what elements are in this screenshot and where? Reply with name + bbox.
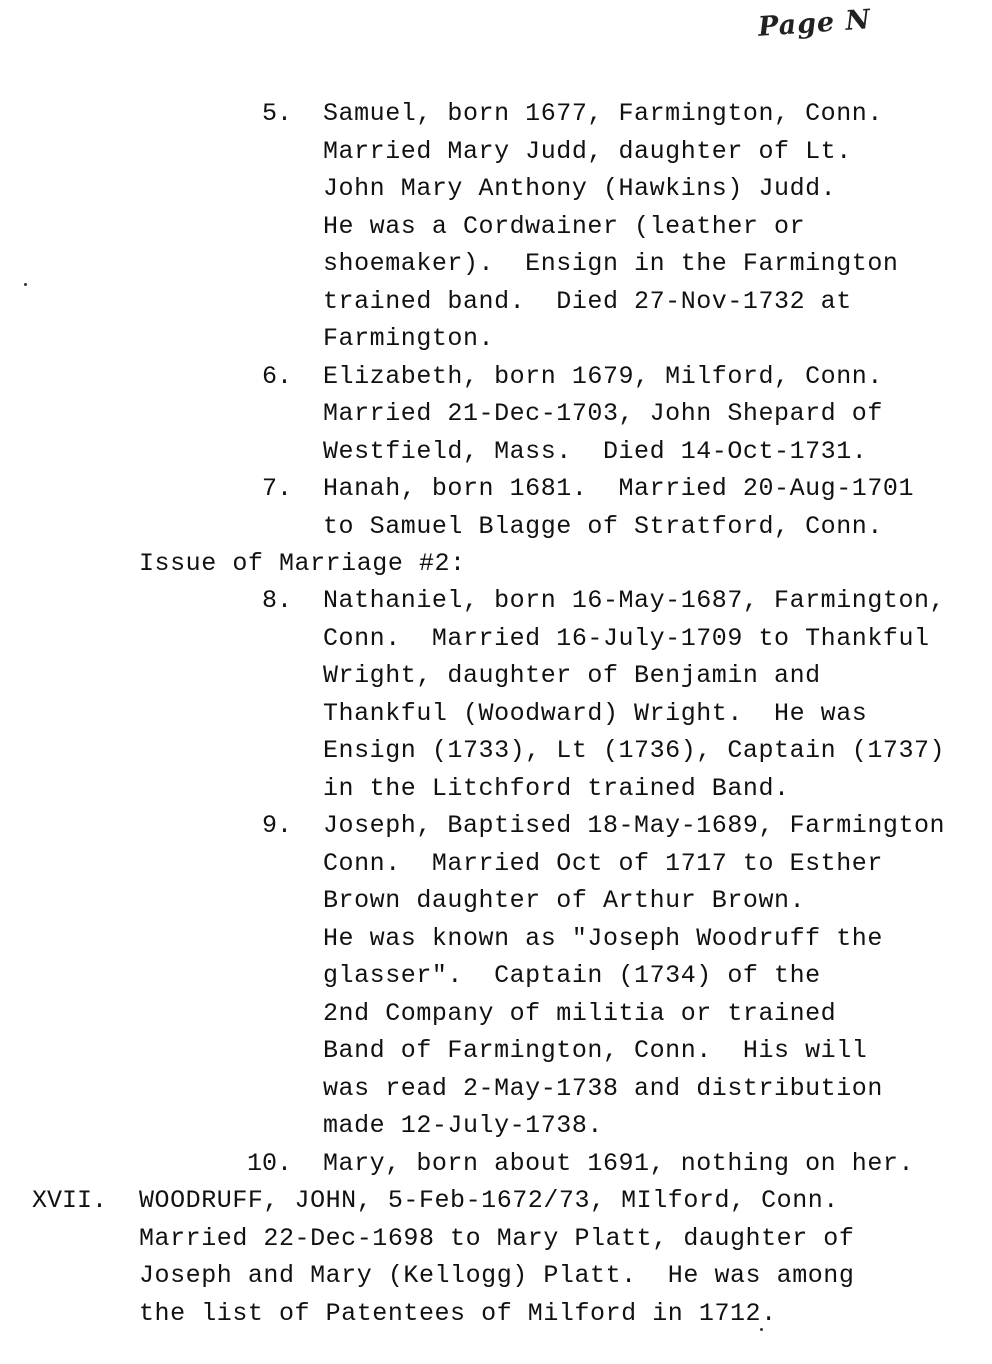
child-entry-line: Ensign (1733), Lt (1736), Captain (1737) <box>323 736 946 765</box>
child-entry-line: 2nd Company of militia or trained <box>323 999 837 1028</box>
generation-entry-line: Married 22-Dec-1698 to Mary Platt, daughter of <box>139 1224 855 1253</box>
child-entry-line: Mary, born about 1691, nothing on her. <box>323 1149 914 1178</box>
child-number: 8. <box>262 586 293 615</box>
child-entry-line: was read 2-May-1738 and distribution <box>323 1074 883 1103</box>
child-entry-line: Elizabeth, born 1679, Milford, Conn. <box>323 362 883 391</box>
child-entry-line: Samuel, born 1677, Farmington, Conn. <box>323 99 883 128</box>
child-entry-line: in the Litchford trained Band. <box>323 774 790 803</box>
child-entry-line: He was a Cordwainer (leather or <box>323 212 806 241</box>
child-entry-line: Wright, daughter of Benjamin and <box>323 661 821 690</box>
scan-speck <box>760 1328 763 1331</box>
child-entry-line: shoemaker). Ensign in the Farmington <box>323 249 899 278</box>
child-entry-line: to Samuel Blagge of Stratford, Conn. <box>323 512 883 541</box>
child-entry-line: Thankful (Woodward) Wright. He was <box>323 699 868 728</box>
generation-entry-line: the list of Patentees of Milford in 1712. <box>139 1299 777 1328</box>
child-number: 5. <box>262 99 293 128</box>
generation-entry-line: Joseph and Mary (Kellogg) Platt. He was among <box>139 1261 855 1290</box>
child-entry-line: made 12-July-1738. <box>323 1111 603 1140</box>
child-entry-line: Brown daughter of Arthur Brown. <box>323 886 806 915</box>
generation-numeral: XVII. <box>32 1186 108 1215</box>
child-entry-line: Conn. Married Oct of 1717 to Esther <box>323 849 883 878</box>
child-entry-line: Married 21-Dec-1703, John Shepard of <box>323 399 883 428</box>
child-entry-line: Joseph, Baptised 18-May-1689, Farmington <box>323 811 946 840</box>
issue-heading: Issue of Marriage #2: <box>139 549 466 578</box>
child-entry-line: Conn. Married 16-July-1709 to Thankful <box>323 624 930 653</box>
child-number: 6. <box>262 362 293 391</box>
child-number: 10. <box>247 1149 293 1178</box>
child-entry-line: glasser". Captain (1734) of the <box>323 961 821 990</box>
scan-speck <box>24 283 27 286</box>
child-entry-line: Hanah, born 1681. Married 20-Aug-1701 <box>323 474 914 503</box>
child-entry-line: trained band. Died 27-Nov-1732 at <box>323 287 852 316</box>
child-entry-line: He was known as "Joseph Woodruff the <box>323 924 883 953</box>
child-number: 9. <box>262 811 293 840</box>
child-entry-line: Band of Farmington, Conn. His will <box>323 1036 868 1065</box>
child-number: 7. <box>262 474 293 503</box>
child-entry-line: Westfield, Mass. Died 14-Oct-1731. <box>323 437 868 466</box>
child-entry-line: Farmington. <box>323 324 495 353</box>
child-entry-line: Nathaniel, born 16-May-1687, Farmington, <box>323 586 946 615</box>
page-annotation: Page N <box>757 4 873 43</box>
child-entry-line: John Mary Anthony (Hawkins) Judd. <box>323 174 837 203</box>
child-entry-line: Married Mary Judd, daughter of Lt. <box>323 137 852 166</box>
generation-entry-line: WOODRUFF, JOHN, 5-Feb-1672/73, MIlford, Conn. <box>139 1186 839 1215</box>
